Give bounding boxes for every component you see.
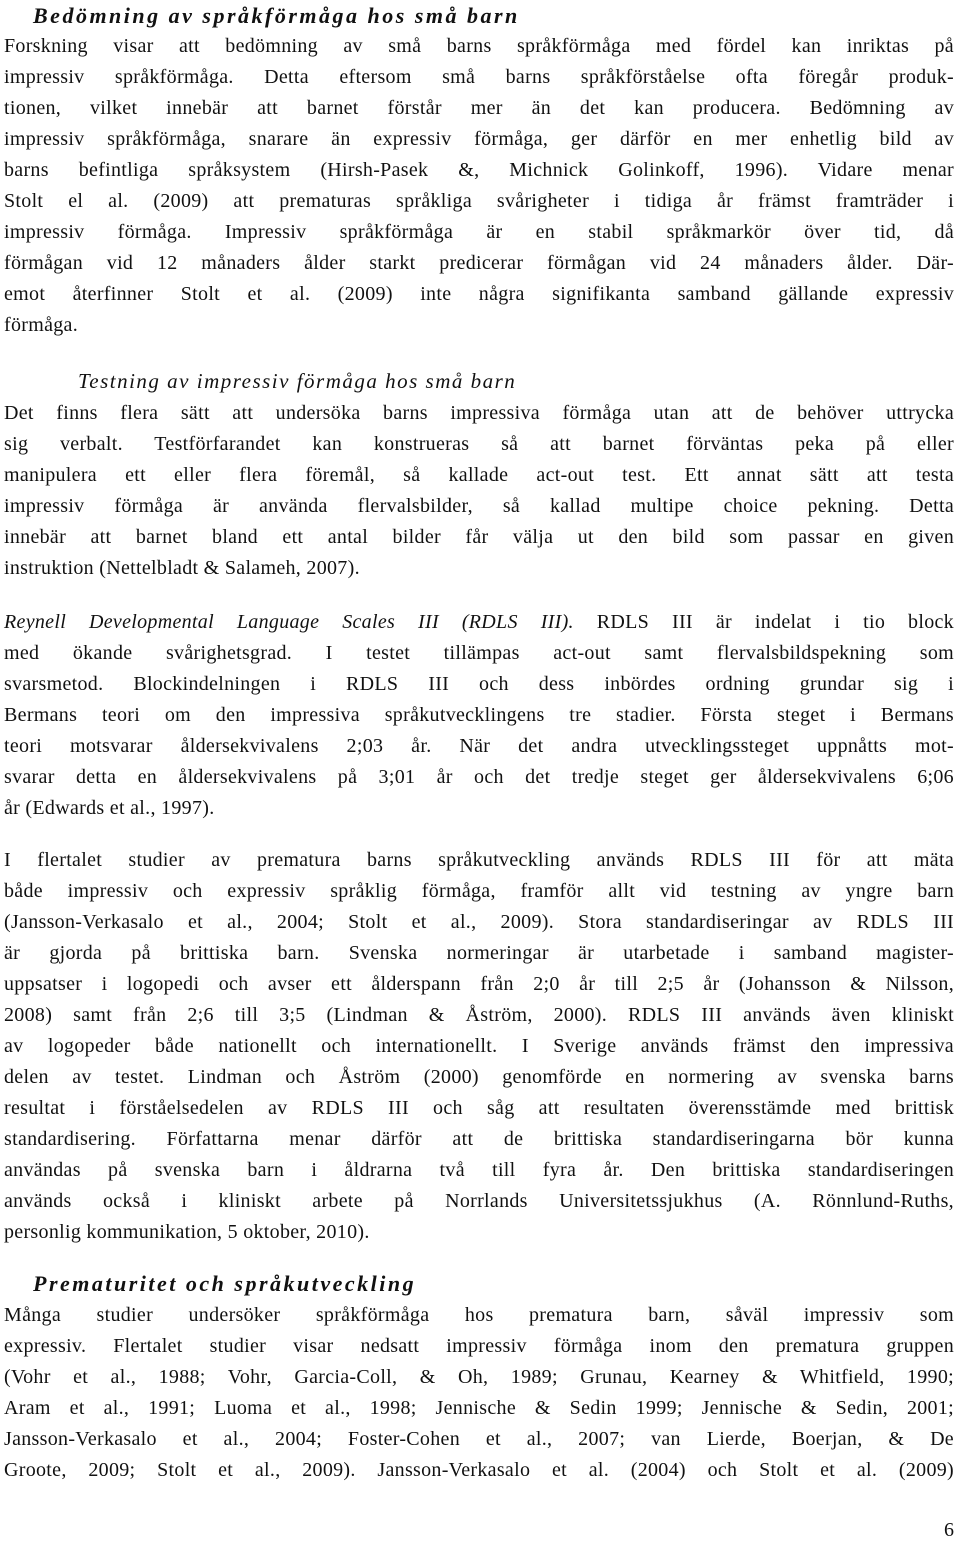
text-line: Stolt el al. (2009) att prematuras språkliga svårigheter i tidiga år främst framträder i	[4, 190, 954, 212]
paragraph-testing	[4, 398, 954, 584]
text-line: manipulera ett eller flera föremål, så kallade act-out test. Ett annat sätt att testa	[4, 464, 954, 486]
text-line: instruktion (Nettelbladt & Salameh, 2007).	[4, 557, 360, 579]
text-line: med ökande svårighetsgrad. I testet tillämpas act-out samt flervalsbildspekning som	[4, 642, 954, 664]
text-line: impressiv språkförmåga, snarare än expressiv förmåga, ger därför en mer enhetlig bild av	[4, 128, 954, 150]
text-line: Aram et al., 1991; Luoma et al., 1998; Jennische & Sedin 1999; Jennische & Sedin, 2001;	[4, 1397, 954, 1419]
text-line: delen av testet. Lindman och Åström (2000) genomförde en normering av svenska barns	[4, 1066, 954, 1088]
page-number: 6	[944, 1519, 954, 1541]
text-line: Många studier undersöker språkförmåga hos prematura barn, såväl impressiv som	[4, 1304, 954, 1326]
text-line: impressiv förmåga. Impressiv språkförmåga är en stabil språkmarkör över tid, då	[4, 221, 954, 243]
paragraph-rdls-usage	[4, 845, 954, 1248]
text-line: barns befintliga språksystem (Hirsh-Pasek &, Michnick Golinkoff, 1996). Vidare menar	[4, 159, 954, 181]
text-line: både impressiv och expressiv språklig förmåga, framför allt vid testning av yngre barn	[4, 880, 954, 902]
rdls-title-rest: RDLS III är indelat i tio block	[573, 611, 954, 633]
text-line: 2008) samt från 2;6 till 3;5 (Lindman & Åström, 2000). RDLS III används även kliniskt	[4, 1004, 954, 1026]
subsection-heading-testing: Testning av impressiv förmåga hos små barn	[78, 369, 517, 393]
text-line: tionen, vilket innebär att barnet förstår mer än det kan producera. Bedömning av	[4, 97, 954, 119]
text-line: svarsmetod. Blockindelningen i RDLS III och dess inbördes ordning grundar sig i	[4, 673, 954, 695]
text-line: Det finns flera sätt att undersöka barns impressiva förmåga utan att de behöver uttrycka	[4, 402, 954, 424]
text-line: förmågan vid 12 månaders ålder starkt predicerar förmågan vid 24 månaders ålder. Där-	[4, 252, 954, 274]
text-line: Groote, 2009; Stolt et al., 2009). Jansson-Verkasalo et al. (2004) och Stolt et al. (2009)	[4, 1459, 954, 1481]
text-line: är gjorda på brittiska barn. Svenska normeringar är utarbetade i samband magister-	[4, 942, 954, 964]
paragraph-assessment	[4, 31, 954, 341]
text-line: expressiv. Flertalet studier visar nedsatt impressiv förmåga inom den prematura gruppen	[4, 1335, 954, 1357]
section-heading-prematurity: Prematuritet och språkutveckling	[33, 1271, 417, 1296]
text-line: standardisering. Författarna menar därför att de brittiska standardiseringarna bör kunna	[4, 1128, 954, 1150]
text-line: impressiv språkförmåga. Detta eftersom små barns språkförståelse ofta föregår produk-	[4, 66, 954, 88]
text-line: sig verbalt. Testförfarandet kan konstrueras så att barnet förväntas peka på eller	[4, 433, 954, 455]
text-line: teori motsvarar åldersekvivalens 2;03 år. När det andra utvecklingssteget uppnåtts mot-	[4, 735, 954, 757]
section-heading-assessment: Bedömning av språkförmåga hos små barn	[33, 3, 520, 28]
text-line: Bermans teori om den impressiva språkutvecklingens tre stadier. Första steget i Bermans	[4, 704, 954, 726]
text-line: (Vohr et al., 1988; Vohr, Garcia-Coll, & Oh, 1989; Grunau, Kearney & Whitfield, 1990;	[4, 1366, 954, 1388]
text-line: svarar detta en åldersekvivalens på 3;01 år och det tredje steget ger åldersekvivalens 6;06	[4, 766, 954, 788]
text-line: emot återfinner Stolt et al. (2009) inte några signifikanta samband gällande expressiv	[4, 283, 954, 305]
text-line: år (Edwards et al., 1997).	[4, 797, 215, 819]
text-line: användas på svenska barn i åldrarna två till fyra år. Den brittiska standardiseringen	[4, 1159, 954, 1181]
text-line-rdls-title	[4, 607, 954, 638]
text-line: innebär att barnet bland ett antal bilder får välja ut den bild som passar en given	[4, 526, 954, 548]
text-line: Jansson-Verkasalo et al., 2004; Foster-Cohen et al., 2007; van Lierde, Boerjan, & De	[4, 1428, 954, 1450]
text-line: resultat i förståelsedelen av RDLS III och såg att resultaten överensstämde med brittisk	[4, 1097, 954, 1119]
rdls-title: Reynell Developmental Language Scales III (RDLS III).	[4, 611, 574, 633]
text-line: I flertalet studier av prematura barns språkutveckling används RDLS III för att mäta	[4, 849, 954, 871]
text-line: används också i kliniskt arbete på Norrlands Universitetssjukhus (A. Rönnlund-Ruths,	[4, 1190, 954, 1212]
text-line: impressiv förmåga är använda flervalsbilder, så kallad multipe choice pekning. Detta	[4, 495, 954, 517]
text-line: (Jansson-Verkasalo et al., 2004; Stolt et al., 2009). Stora standardiseringar av RDLS III	[4, 911, 954, 933]
paragraph-rdls	[4, 607, 954, 824]
text-line: personlig kommunikation, 5 oktober, 2010).	[4, 1221, 370, 1243]
text-line: förmåga.	[4, 314, 79, 336]
text-line: av logopeder både nationellt och internationellt. I Sverige används främst den impressiva	[4, 1035, 954, 1057]
paragraph-prematurity	[4, 1300, 954, 1486]
text-line: uppsatser i logopedi och avser ett ålderspann från 2;0 år till 2;5 år (Johansson & Nilsson,	[4, 973, 954, 995]
text-line: Forskning visar att bedömning av små barns språkförmåga med fördel kan inriktas på	[4, 35, 954, 57]
